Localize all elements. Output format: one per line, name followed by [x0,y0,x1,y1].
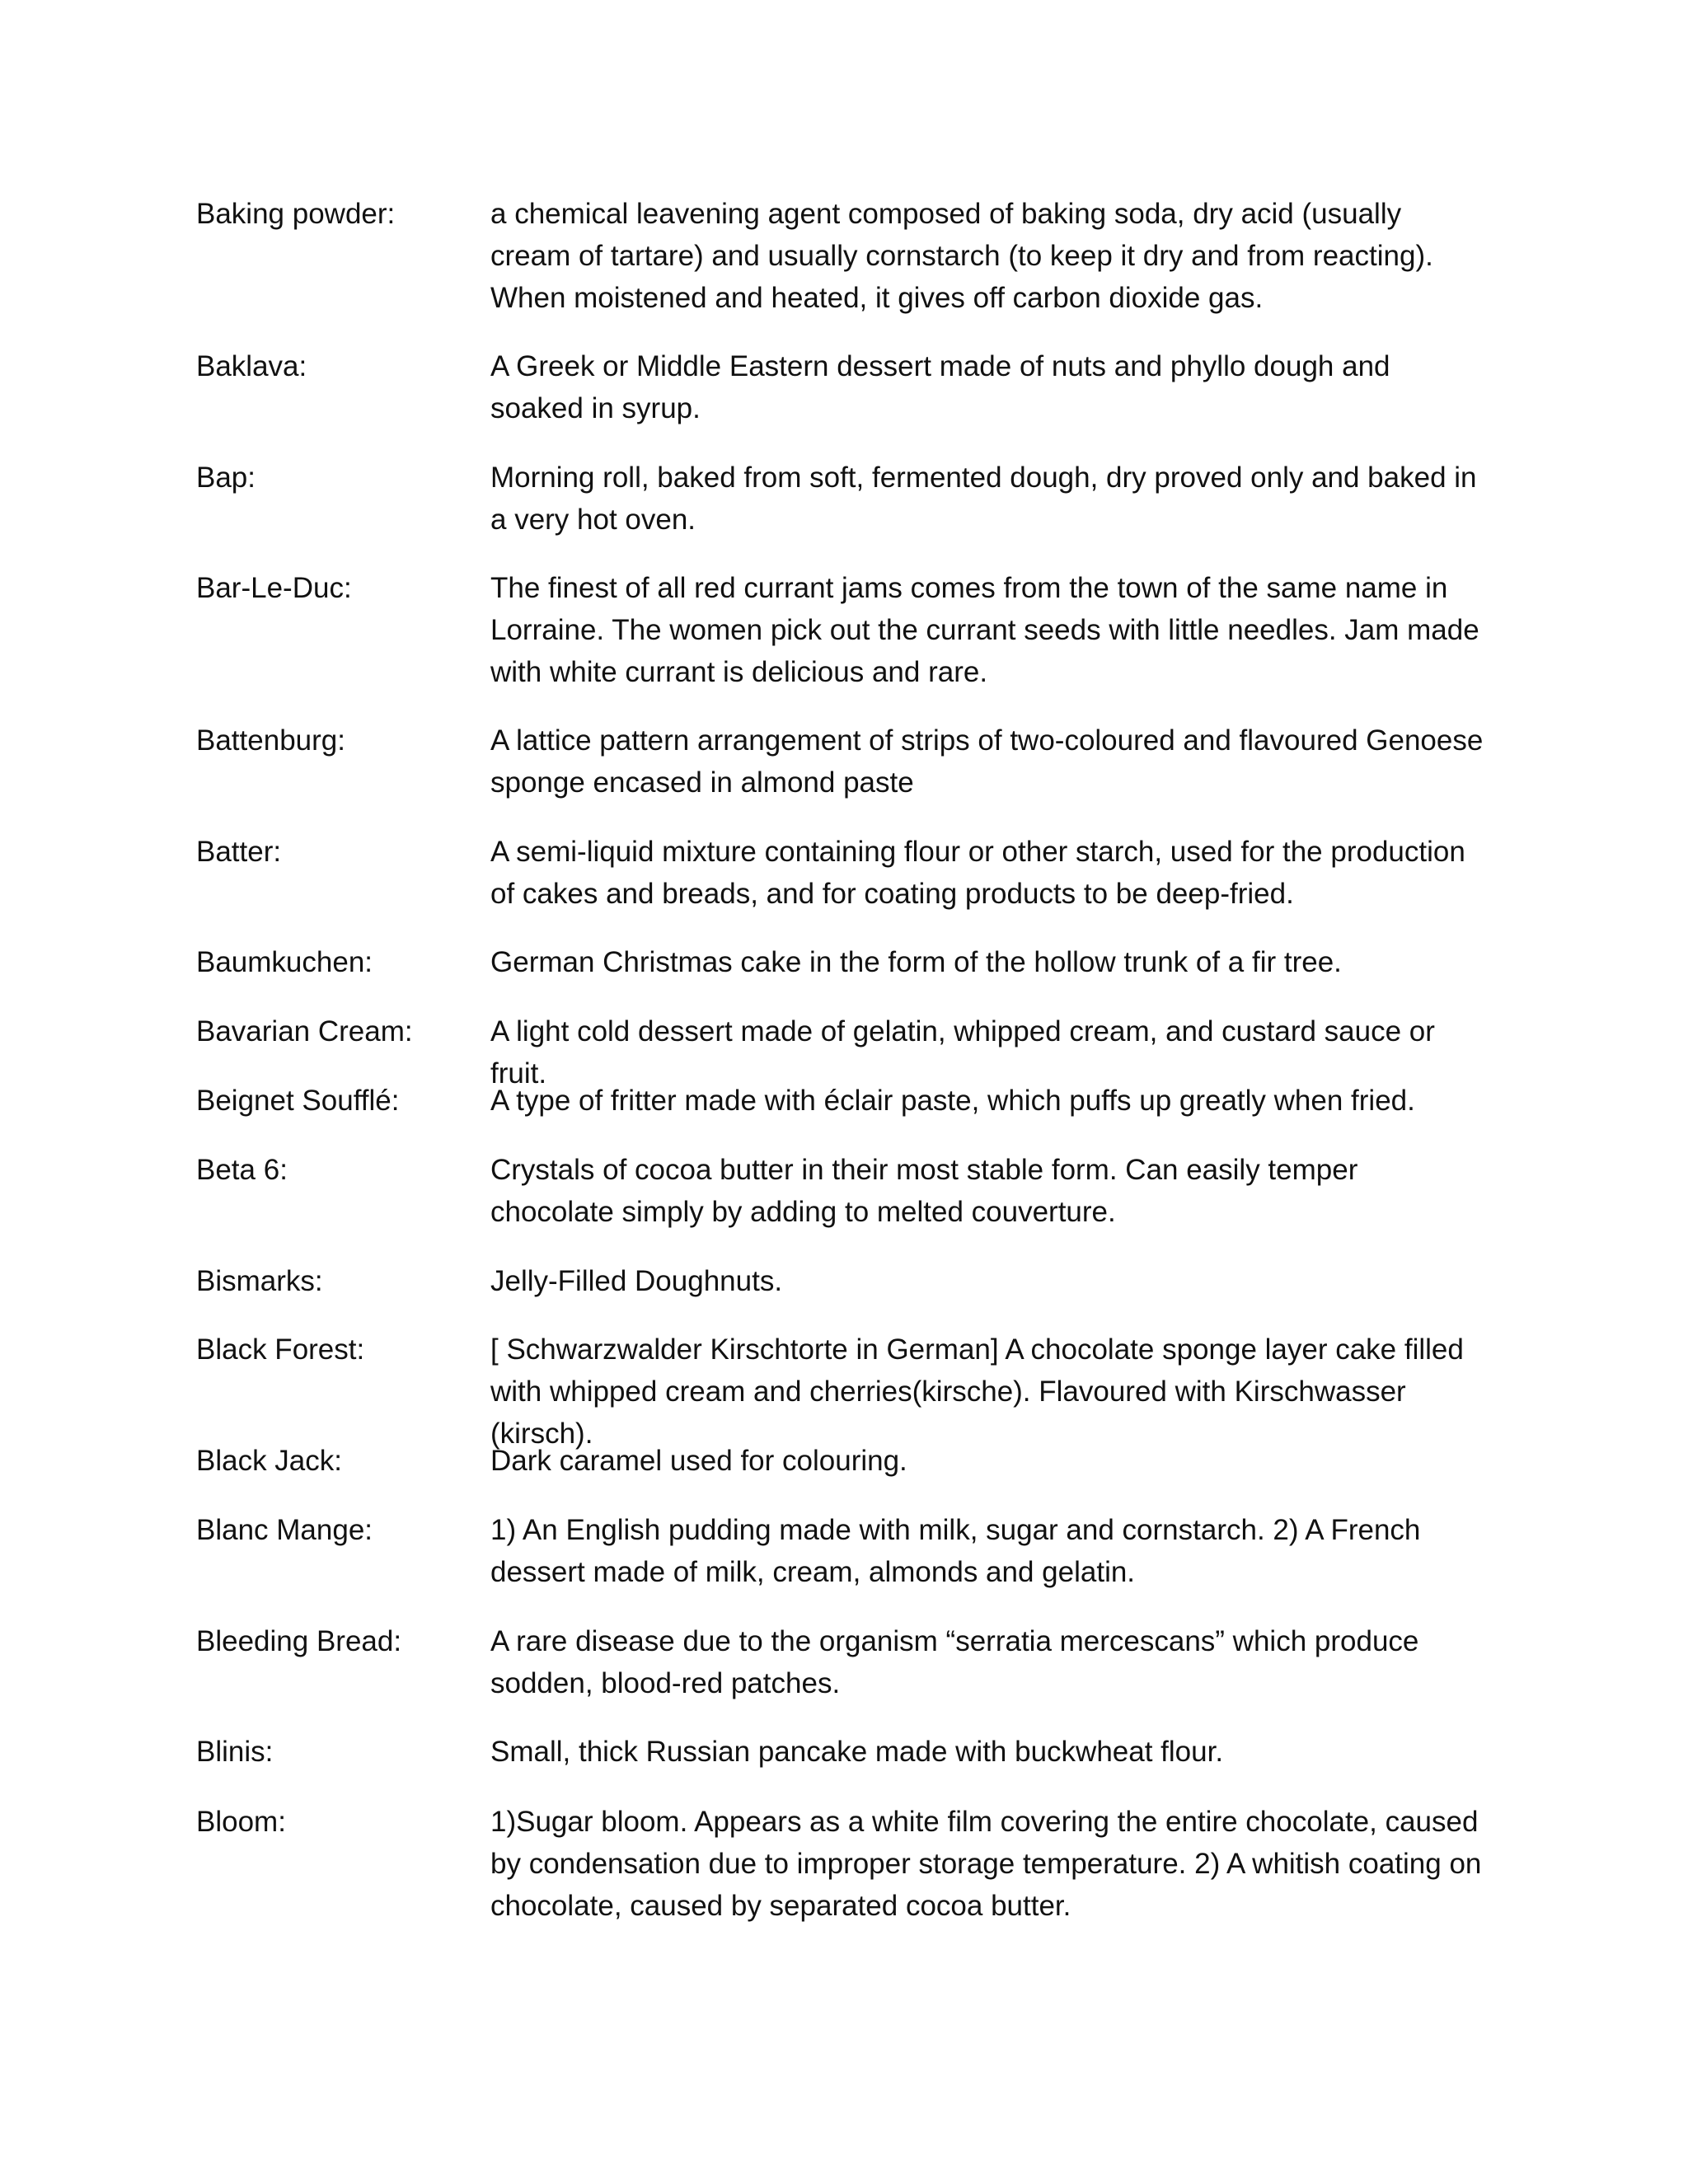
entry-term: Bleeding Bread: [196,1625,402,1657]
entry-definition: A type of fritter made with éclair paste, which puffs up greatly when fried. [490,1085,1415,1117]
entry-term: Batter: [196,836,282,868]
entry-definition: Crystals of cocoa butter in their most stable form. Can easily temper chocolate simply by adding to melted couverture. [490,1154,1358,1228]
entry-definition: Morning roll, baked from soft, fermented dough, dry proved only and baked in a very hot oven. [490,462,1477,536]
entry-term: Beta 6: [196,1154,288,1186]
entry-definition: A Greek or Middle Eastern dessert made of nuts and phyllo dough and soaked in syrup. [490,350,1390,424]
entry-term: Bap: [196,462,256,494]
entry-term: Baumkuchen: [196,946,373,978]
entry-term: Baklava: [196,350,307,382]
entry-term: Baking powder: [196,198,396,230]
entry-term: Beignet Soufflé: [196,1085,400,1117]
entry-term: Black Jack: [196,1445,342,1477]
entry-term: Blinis: [196,1736,274,1768]
entry-term: Bavarian Cream: [196,1015,413,1047]
entry-term: Bloom: [196,1806,286,1838]
entry-definition: a chemical leavening agent composed of baking soda, dry acid (usually cream of tartare) and usually cornstarch (to keep it dry and from reacting). When moistened and heated, it gives off carbon dioxide gas. [490,198,1433,314]
entry-term: Bar-Le-Duc: [196,572,352,604]
entry-term: Battenburg: [196,724,345,757]
entry-definition: Dark caramel used for colouring. [490,1445,907,1477]
entry-definition: Jelly-Filled Doughnuts. [490,1265,783,1297]
entry-definition: A semi-liquid mixture containing flour or other starch, used for the production of cakes and breads, and for coating products to be deep-fried. [490,836,1465,910]
entry-definition: 1)Sugar bloom. Appears as a white film covering the entire chocolate, caused by condensation due to improper storage temperature. 2) A whitish coating on chocolate, caused by separated cocoa butter. [490,1806,1482,1922]
entry-term: Black Forest: [196,1333,365,1366]
entry-definition: The finest of all red currant jams comes from the town of the same name in Lorraine. The women pick out the currant seeds with little needles. Jam made with white currant is delicious and rare. [490,572,1479,688]
entry-definition: A light cold dessert made of gelatin, whipped cream, and custard sauce or fruit. [490,1015,1435,1090]
entry-definition: [ Schwarzwalder Kirschtorte in German] A chocolate sponge layer cake filled with whipped cream and cherries(kirsche). Flavoured with Kirschwasser (kirsch). [490,1333,1464,1450]
entry-definition: 1) An English pudding made with milk, sugar and cornstarch. 2) A French dessert made of milk, cream, almonds and gelatin. [490,1514,1421,1588]
entry-definition: A lattice pattern arrangement of strips of two-coloured and flavoured Genoese sponge encased in almond paste [490,724,1484,799]
entry-definition: A rare disease due to the organism “serratia mercescans” which produce sodden, blood-red patches. [490,1625,1419,1699]
entry-term: Blanc Mange: [196,1514,373,1546]
entry-definition: Small, thick Russian pancake made with buckwheat flour. [490,1736,1224,1768]
entry-term: Bismarks: [196,1265,323,1297]
entry-definition: German Christmas cake in the form of the hollow trunk of a fir tree. [490,946,1342,978]
